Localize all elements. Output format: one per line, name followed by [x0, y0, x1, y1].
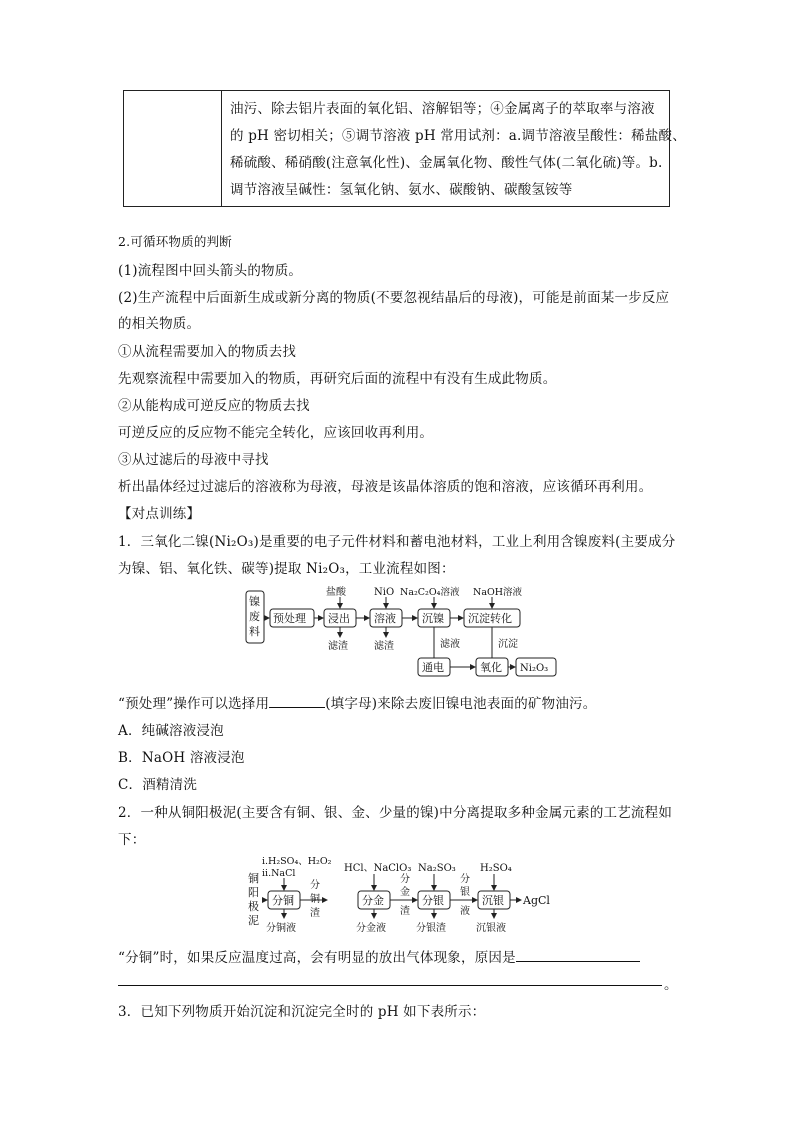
table-line-3: 稀硫酸、稀硝酸(注意氧化性)、金属氧化物、酸性气体(二氧化硫)等。b. — [230, 155, 663, 171]
method-1: ①从流程需要加入的物质去找 — [118, 344, 297, 360]
method-2: ②从能构成可逆反应的物质去找 — [118, 398, 310, 414]
flow2-product-agcl: AgCl — [523, 894, 550, 907]
flow1-box-oxidation: 氧化 — [480, 661, 502, 674]
q1-option-b[interactable]: B．NaOH 溶液浸泡 — [118, 750, 245, 766]
flow2-box-precip-ag: 沉银 — [482, 894, 504, 907]
q1-option-c[interactable]: C．酒精清洗 — [118, 777, 198, 793]
q1-answer-blank[interactable] — [269, 695, 325, 708]
q1-stem — [118, 692, 596, 712]
paragraph-2a: (2)生产流程中后面新生成或新分离的物质(不要忽视结晶后的母液)，可能是前面某一步反应 — [118, 290, 670, 306]
q1-stem-a: “预处理”操作可以选择用 — [118, 696, 270, 712]
paragraph-1: (1)流程图中回头箭头的物质。 — [118, 263, 303, 279]
flow1-output-residue-1: 滤渣 — [328, 641, 348, 652]
table-line-1: 油污、除去铝片表面的氧化铝、溶解铝等；④金属离子的萃取率与溶液 — [230, 101, 655, 117]
flow2-box-ag: 分银 — [422, 894, 444, 907]
method-2-desc: 可逆反应的反应物不能完全转化，应该回收再利用。 — [118, 425, 434, 441]
q1-option-a[interactable]: A．纯碱溶液浸泡 — [118, 723, 224, 739]
flow2-mid-1c: 渣 — [310, 908, 320, 919]
flow2-input-h2so4: H₂SO₄ — [480, 863, 512, 874]
flow1-output-precipitate: 沉淀 — [498, 639, 518, 650]
q2-answer-blank-2[interactable] — [118, 985, 662, 986]
q3-line: 3．已知下列物质开始沉淀和沉淀完全时的 pH 如下表所示： — [118, 1004, 486, 1020]
flow2-start-2: 阳 — [248, 886, 259, 899]
flow1-input-naoh: NaOH溶液 — [473, 587, 523, 598]
flow1-box-solution: 溶液 — [374, 612, 396, 625]
flow2-input-hcl: HCl、NaClO₃ — [344, 863, 412, 874]
q2-stem-text: “分铜”时，如果反应温度过高，会有明显的放出气体现象，原因是 — [118, 950, 516, 966]
flow2-box-cu: 分铜 — [272, 894, 294, 907]
flow2-mid-2a: 分 — [400, 874, 410, 885]
section-heading: 2.可循环物质的判断 — [118, 234, 232, 249]
flow1-box-leach: 浸出 — [328, 612, 350, 625]
flow1-input-oxalate: Na₂C₂O₄溶液 — [400, 587, 460, 598]
flow1-start-1: 镍 — [249, 595, 260, 608]
q2-line-1: 2．一种从铜阳极泥(主要含有铜、银、金、少量的镍)中分离提取多种金属元素的工艺流程如 — [118, 805, 673, 821]
flow2-mid-1b: 铜 — [310, 894, 320, 905]
flow2-output-au: 分金液 — [356, 923, 386, 934]
paragraph-2b: 的相关物质。 — [118, 316, 201, 332]
flow2-output-ag: 分银渣 — [416, 923, 446, 934]
flow1-box-electrolysis: 通电 — [422, 661, 444, 674]
flow2-mid-1a: 分 — [310, 880, 320, 891]
flow1-box-convert: 沉淀转化 — [468, 612, 512, 625]
q2-flow-diagram — [244, 852, 564, 942]
flow2-output-precip: 沉银液 — [476, 923, 506, 934]
flow1-input-hcl: 盐酸 — [326, 587, 346, 598]
q1-flow-diagram — [240, 583, 570, 683]
practice-heading: 【对点训练】 — [118, 506, 201, 522]
reagent-table — [123, 90, 686, 207]
flow1-start-3: 料 — [249, 625, 260, 638]
flow2-mid-3b: 银 — [460, 887, 470, 898]
q2-stem — [118, 946, 640, 966]
flow1-start-2: 废 — [249, 610, 260, 623]
flow1-box-pretreat: 预处理 — [273, 612, 306, 625]
flow2-mid-3c: 液 — [460, 906, 470, 917]
flow2-mid-3a: 分 — [460, 874, 470, 885]
q2-line-2: 下： — [118, 832, 146, 848]
flow1-box-precip-ni: 沉镍 — [422, 612, 444, 625]
q1-line-2: 为镍、铝、氧化铁、碳等)提取 Ni₂O₃，工业流程如图： — [118, 561, 455, 577]
q1-stem-b: (填字母)来除去废旧镍电池表面的矿物油污。 — [325, 696, 597, 712]
flow2-start-1: 铜 — [248, 872, 259, 885]
flow2-mid-2c: 渣 — [400, 906, 410, 917]
flow2-output-cu: 分铜液 — [266, 923, 296, 934]
table-divider — [221, 91, 222, 206]
flow1-output-filtrate: 滤液 — [440, 639, 460, 650]
flow2-mid-2b: 金 — [400, 887, 410, 898]
flow2-input-na2so3: Na₂SO₃ — [418, 863, 456, 874]
flow1-output-residue-2: 滤渣 — [374, 641, 394, 652]
q2-period: 。 — [664, 977, 678, 993]
flow2-reagent-2: ii.NaCl — [262, 868, 296, 879]
flow2-box-au: 分金 — [362, 894, 384, 907]
q2-answer-blank-1[interactable] — [516, 949, 640, 962]
flow1-input-nio: NiO — [374, 587, 395, 598]
flow1-box-product: Ni₂O₃ — [520, 663, 549, 674]
method-3: ③从过滤后的母液中寻找 — [118, 452, 269, 468]
flow2-start-3: 极 — [248, 900, 259, 913]
method-3-desc: 析出晶体经过过滤后的溶液称为母液，母液是该晶体溶质的饱和溶液，应该循环再利用。 — [118, 479, 653, 495]
q1-line-1: 1．三氧化二镍(Ni₂O₃)是重要的电子元件材料和蓄电池材料，工业上利用含镍废料(主要成分 — [118, 534, 676, 550]
table-line-2: 的 pH 密切相关；⑤调节溶液 pH 常用试剂：a.调节溶液呈酸性：稀盐酸、 — [230, 128, 686, 144]
flow2-reagent-1: i.H₂SO₄、H₂O₂ — [262, 856, 332, 867]
method-1-desc: 先观察流程中需要加入的物质，再研究后面的流程中有没有生成此物质。 — [118, 371, 557, 387]
table-line-4: 调节溶液呈碱性：氢氧化钠、氨水、碳酸钠、碳酸氢铵等 — [230, 182, 573, 198]
flow2-start-4: 泥 — [248, 914, 259, 927]
